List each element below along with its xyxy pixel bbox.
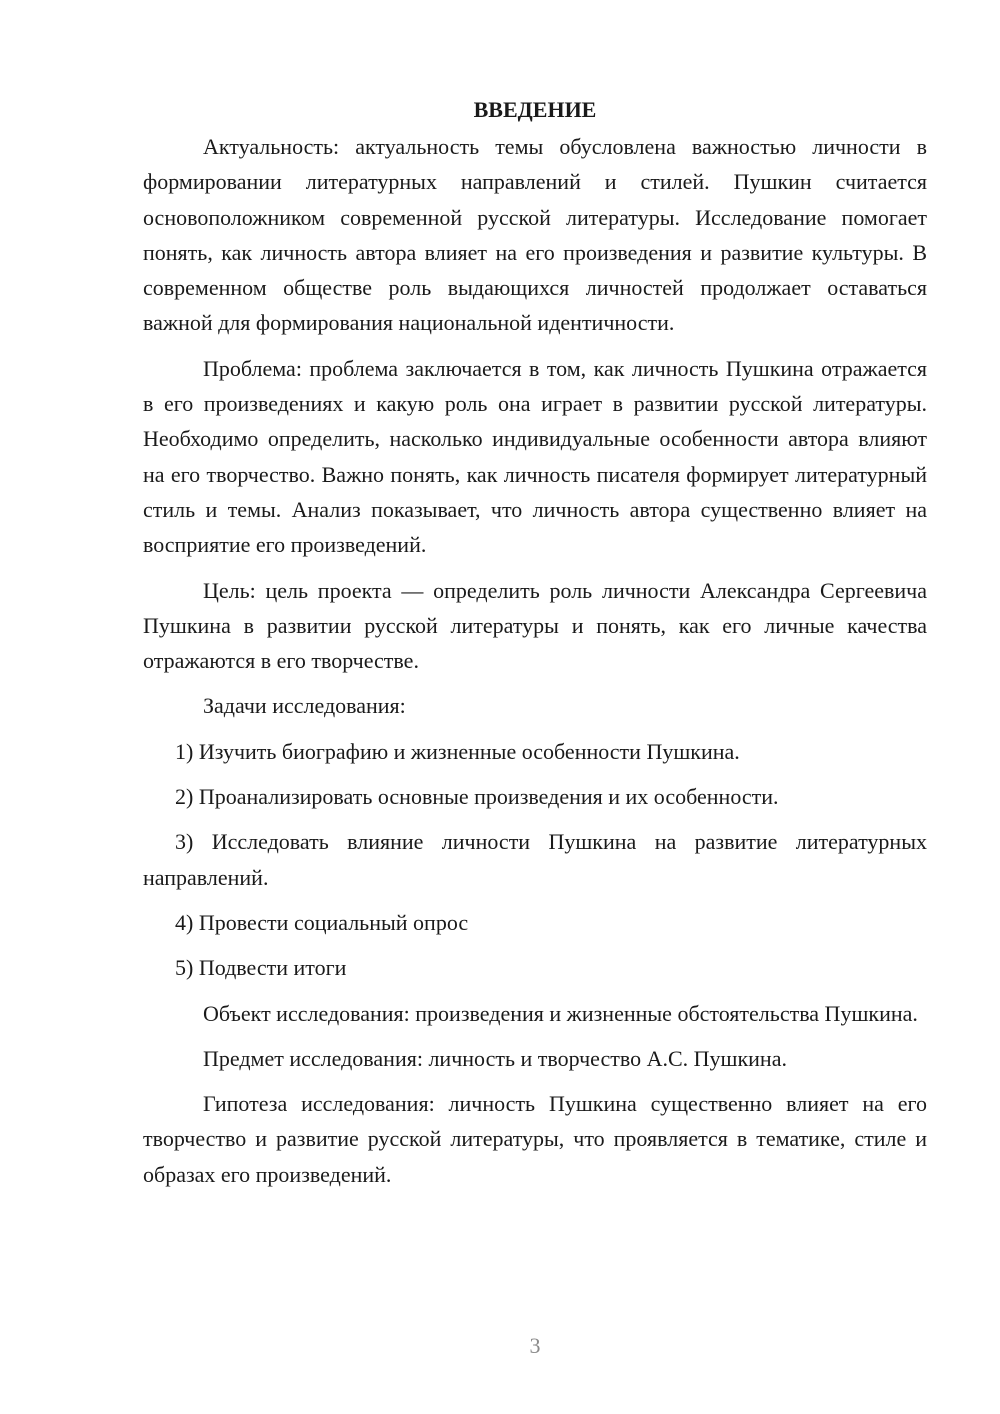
object-paragraph: Объект исследования: произведения и жизненные обстоятельства Пушкина. <box>203 1000 918 1026</box>
task-item-2: 2) Проанализировать основные произведения и их особенности. <box>175 784 779 810</box>
goal-paragraph: Цель: цель проекта — определить роль личности Александра Сергеевича Пушкина в развитии русской литературы и понять, как его личные качества отражаются в его творчестве. <box>143 577 927 674</box>
problem-paragraph: Проблема: проблема заключается в том, как личность Пушкина отражается в его произведениях и какую роль она играет в развитии русской литературы. Необходимо определить, насколько индивидуальные особенности автора влияют на его творчество. Важно понять, как личность писателя формирует литературный стиль и темы. Анализ показывает, что личность автора существенно влияет на восприятие его произведений. <box>143 355 927 558</box>
relevance-paragraph: Актуальность: актуальность темы обусловлена важностью личности в формировании литературных направлений и стилей. Пушкин считается основоположником современной русской литературы. Исследование помогает понять, как личность автора влияет на его произведения и развитие культуры. В современном обществе роль выдающихся личностей продолжает оставаться важной для формирования национальной идентичности. <box>143 134 927 336</box>
task-item-5: 5) Подвести итоги <box>175 955 347 981</box>
task-item-1: 1) Изучить биографию и жизненные особенности Пушкина. <box>175 738 740 764</box>
task-item-3: 3) Исследовать влияние личности Пушкина на развитие литературных направлений. <box>143 829 927 890</box>
tasks-heading: Задачи исследования: <box>203 693 406 719</box>
page-content <box>143 92 927 1202</box>
hypothesis-paragraph: Гипотеза исследования: личность Пушкина существенно влияет на его творчество и развитие русской литературы, что проявляется в тематике, стиле и образах его произведений. <box>143 1091 927 1187</box>
task-item-4: 4) Провести социальный опрос <box>175 909 469 935</box>
section-title: ВВЕДЕНИЕ <box>473 97 597 122</box>
page-number: 3 <box>529 1333 541 1358</box>
subject-paragraph: Предмет исследования: личность и творчество А.С. Пушкина. <box>203 1045 787 1071</box>
